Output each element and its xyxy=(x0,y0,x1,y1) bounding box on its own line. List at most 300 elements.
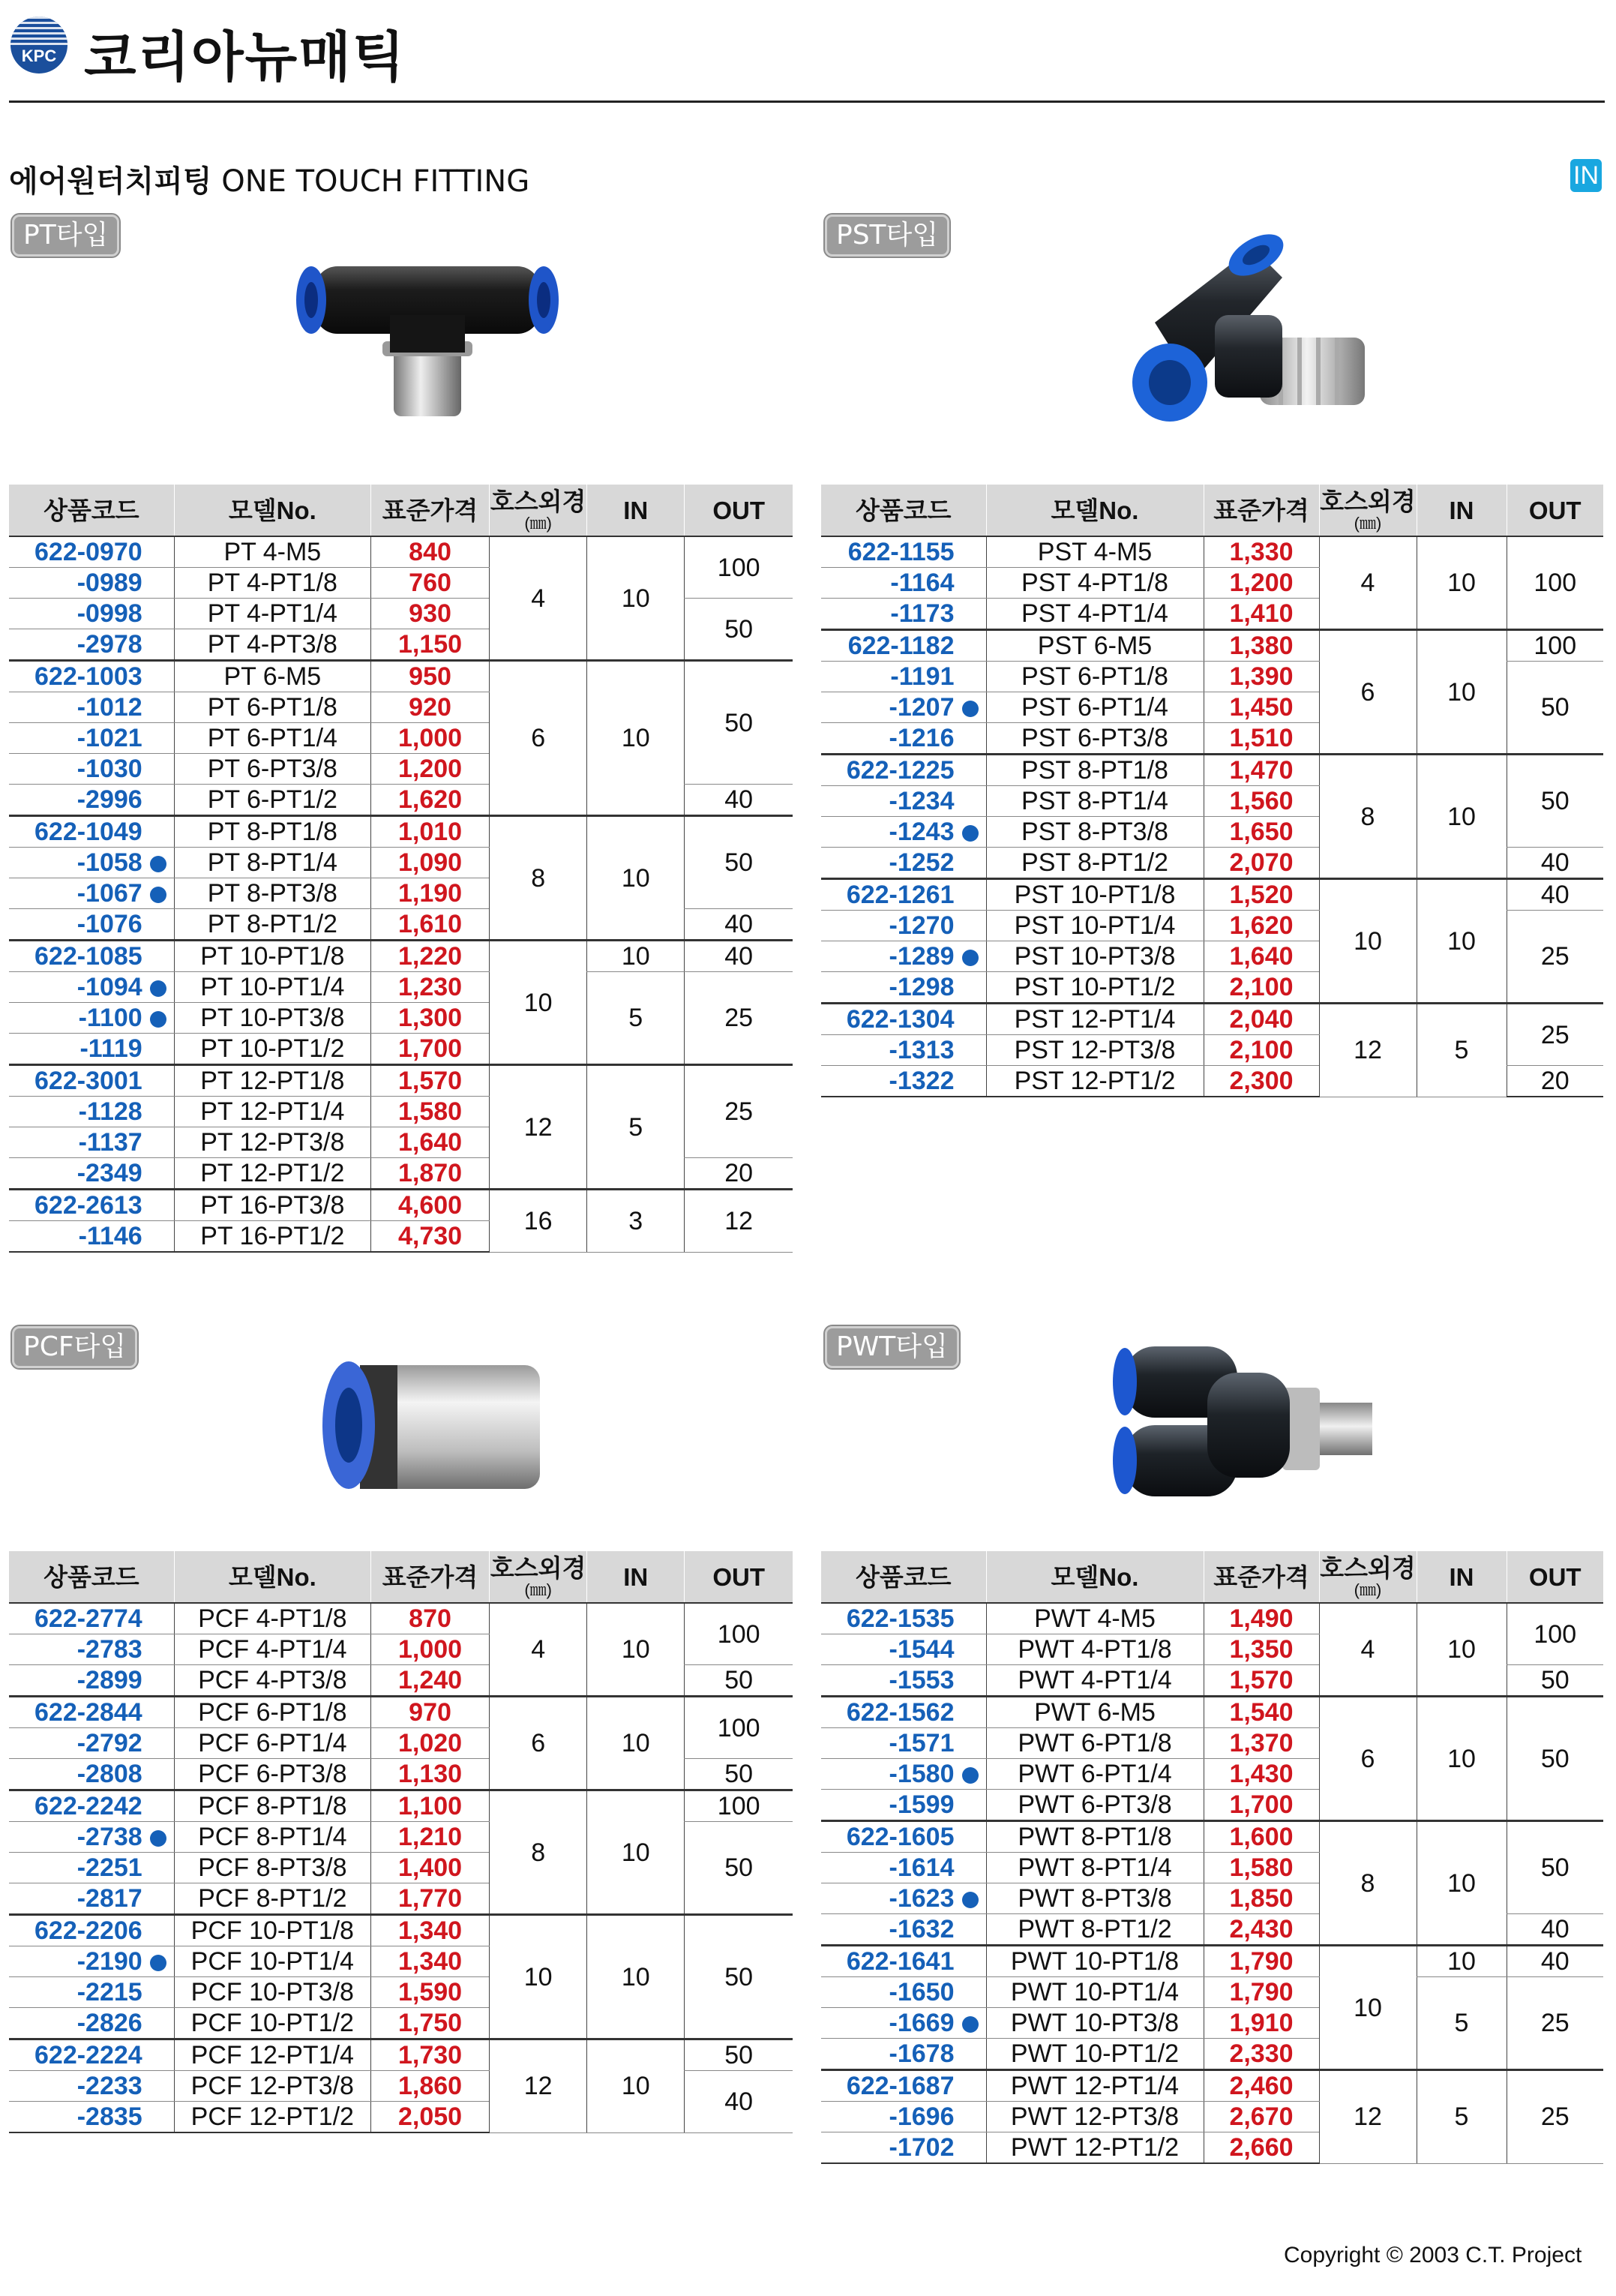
product-code-cell xyxy=(821,817,986,848)
in-qty: 5 xyxy=(1417,1004,1507,1097)
product-code: -1702 xyxy=(889,2133,955,2162)
product-code-cell xyxy=(9,1003,174,1034)
product-code-cell xyxy=(9,1822,174,1853)
pt-fitting-image xyxy=(292,240,562,435)
product-code-cell xyxy=(9,692,174,723)
product-code: -1580 xyxy=(889,1760,955,1788)
standard-price: 1,020 xyxy=(370,1728,489,1759)
standard-price: 1,570 xyxy=(1204,1665,1319,1697)
model-no: PST 10-PT1/4 xyxy=(986,911,1204,941)
in-qty: 10 xyxy=(1417,1603,1507,1697)
in-qty: 10 xyxy=(587,661,685,816)
type-badge-pst: PST타입 xyxy=(825,215,949,257)
table-row xyxy=(9,1697,793,1728)
standard-price: 1,380 xyxy=(1204,630,1319,662)
col-header-price: 표준가격 xyxy=(1204,1551,1319,1603)
col-header-model: 모델No. xyxy=(986,485,1204,536)
standard-price: 1,190 xyxy=(370,878,489,909)
product-code: -2899 xyxy=(76,1666,142,1694)
product-code-cell xyxy=(9,1603,174,1634)
out-qty: 50 xyxy=(1507,1821,1603,1914)
product-code: -1119 xyxy=(79,1034,142,1063)
standard-price: 920 xyxy=(370,692,489,723)
model-no: PCF 8-PT1/4 xyxy=(174,1822,370,1853)
out-qty: 50 xyxy=(685,1759,793,1790)
product-code: 622-0970 xyxy=(34,538,142,566)
standard-price: 1,620 xyxy=(1204,911,1319,941)
standard-price: 1,600 xyxy=(1204,1821,1319,1853)
standard-price: 1,570 xyxy=(370,1065,489,1097)
in-qty: 10 xyxy=(587,2039,685,2133)
model-no: PWT 12-PT1/4 xyxy=(986,2070,1204,2102)
model-no: PWT 6-M5 xyxy=(986,1697,1204,1728)
hose-diameter: 10 xyxy=(1319,879,1417,1004)
out-qty: 20 xyxy=(1507,1066,1603,1097)
hose-diameter: 16 xyxy=(490,1190,587,1253)
product-code-cell xyxy=(821,723,986,755)
product-code: 622-2613 xyxy=(34,1191,142,1220)
hose-label: 호스외경 xyxy=(1320,1553,1416,1582)
standard-price: 1,350 xyxy=(1204,1634,1319,1665)
standard-price: 1,870 xyxy=(370,1158,489,1190)
product-code-cell xyxy=(821,1853,986,1883)
product-code-cell xyxy=(821,1946,986,1977)
hose-diameter: 6 xyxy=(490,661,587,816)
product-code: 622-2844 xyxy=(34,1698,142,1727)
standard-price: 1,340 xyxy=(370,1946,489,1977)
model-no: PST 6-PT1/4 xyxy=(986,692,1204,723)
col-header-code: 상품코드 xyxy=(821,1551,986,1603)
col-header-in: IN xyxy=(1417,485,1507,536)
out-qty: 40 xyxy=(685,785,793,816)
model-no: PST 12-PT1/2 xyxy=(986,1066,1204,1097)
model-no: PT 4-PT1/4 xyxy=(174,599,370,629)
product-code-cell xyxy=(821,879,986,911)
col-header-price: 표준가격 xyxy=(1204,485,1319,536)
model-no: PCF 4-PT3/8 xyxy=(174,1665,370,1697)
hose-diameter: 6 xyxy=(490,1697,587,1790)
model-no: PWT 8-PT1/2 xyxy=(986,1914,1204,1946)
product-code: 622-3001 xyxy=(34,1067,142,1095)
product-code-cell xyxy=(821,1977,986,2008)
hose-diameter: 12 xyxy=(1319,1004,1417,1097)
product-code: -1298 xyxy=(889,973,955,1001)
product-code-cell xyxy=(9,1759,174,1790)
standard-price: 1,210 xyxy=(370,1822,489,1853)
product-code: -1021 xyxy=(76,724,142,752)
table-row xyxy=(9,1915,793,1946)
hose-diameter: 4 xyxy=(490,1603,587,1697)
model-no: PWT 8-PT1/4 xyxy=(986,1853,1204,1883)
model-no: PWT 12-PT1/2 xyxy=(986,2132,1204,2164)
product-code-cell xyxy=(9,848,174,878)
out-qty: 25 xyxy=(1507,1004,1603,1066)
standard-price: 1,410 xyxy=(1204,599,1319,630)
standard-price: 2,660 xyxy=(1204,2132,1319,2164)
standard-price: 1,090 xyxy=(370,848,489,878)
in-qty: 5 xyxy=(587,972,685,1065)
standard-price: 2,460 xyxy=(1204,2070,1319,2102)
product-code-cell xyxy=(821,630,986,662)
hose-unit: (㎜) xyxy=(524,1580,552,1599)
model-no: PST 4-PT1/4 xyxy=(986,599,1204,630)
product-code-cell xyxy=(821,1603,986,1634)
model-no: PCF 10-PT1/8 xyxy=(174,1915,370,1946)
product-code-cell xyxy=(821,692,986,723)
page-header xyxy=(0,0,1616,105)
model-no: PT 10-PT1/8 xyxy=(174,941,370,972)
product-code-cell xyxy=(821,755,986,786)
model-no: PST 6-PT1/8 xyxy=(986,662,1204,692)
out-qty: 100 xyxy=(1507,1603,1603,1665)
product-code: -2978 xyxy=(76,630,142,659)
table-header-row xyxy=(821,1551,1603,1603)
model-no: PCF 6-PT1/4 xyxy=(174,1728,370,1759)
product-code-cell xyxy=(821,1035,986,1066)
model-no: PCF 6-PT3/8 xyxy=(174,1759,370,1790)
standard-price: 970 xyxy=(370,1697,489,1728)
hose-label: 호스외경 xyxy=(490,487,586,515)
hose-diameter: 8 xyxy=(1319,755,1417,879)
product-code: -1322 xyxy=(889,1067,955,1095)
model-no: PWT 6-PT1/8 xyxy=(986,1728,1204,1759)
standard-price: 1,340 xyxy=(370,1915,489,1946)
standard-price: 1,330 xyxy=(1204,536,1319,568)
product-code: -1067 xyxy=(76,879,142,908)
standard-price: 2,070 xyxy=(1204,848,1319,879)
standard-price: 1,220 xyxy=(370,941,489,972)
model-no: PT 6-PT1/2 xyxy=(174,785,370,816)
product-code: -0998 xyxy=(76,599,142,628)
table-row xyxy=(821,1946,1603,1977)
table-row xyxy=(821,1821,1603,1853)
hose-diameter: 8 xyxy=(490,1790,587,1915)
product-code-cell xyxy=(9,1977,174,2008)
in-qty: 10 xyxy=(1417,1946,1507,1977)
product-code-cell xyxy=(9,785,174,816)
product-code: -1696 xyxy=(889,2102,955,2131)
model-no: PWT 10-PT1/8 xyxy=(986,1946,1204,1977)
product-code: -1623 xyxy=(889,1884,955,1913)
model-no: PCF 6-PT1/8 xyxy=(174,1697,370,1728)
new-item-dot-icon xyxy=(962,1767,979,1784)
product-code: -2349 xyxy=(76,1159,142,1187)
new-item-dot-icon xyxy=(962,1892,979,1908)
table-row xyxy=(821,536,1603,568)
model-no: PCF 8-PT1/2 xyxy=(174,1883,370,1915)
section-title-ko: 에어원터치피팅 xyxy=(9,164,212,199)
hose-diameter: 12 xyxy=(1319,2070,1417,2164)
model-no: PWT 10-PT3/8 xyxy=(986,2008,1204,2039)
col-header-in: IN xyxy=(587,485,685,536)
standard-price: 1,520 xyxy=(1204,879,1319,911)
product-code-cell xyxy=(821,2132,986,2164)
standard-price: 840 xyxy=(370,536,489,568)
out-qty: 50 xyxy=(685,2039,793,2071)
model-no: PCF 12-PT3/8 xyxy=(174,2071,370,2102)
product-code: 622-1687 xyxy=(846,2072,955,2100)
product-code: -1128 xyxy=(78,1097,142,1126)
standard-price: 1,580 xyxy=(370,1097,489,1127)
model-no: PWT 8-PT1/8 xyxy=(986,1821,1204,1853)
product-code-cell xyxy=(821,568,986,599)
model-no: PT 10-PT3/8 xyxy=(174,1003,370,1034)
product-code: 622-1304 xyxy=(846,1005,955,1034)
product-code-cell xyxy=(821,1883,986,1914)
table-row xyxy=(9,816,793,848)
out-qty: 50 xyxy=(685,661,793,785)
standard-price: 1,860 xyxy=(370,2071,489,2102)
out-qty: 25 xyxy=(685,972,793,1065)
model-no: PWT 4-PT1/4 xyxy=(986,1665,1204,1697)
standard-price: 950 xyxy=(370,661,489,692)
product-code-cell xyxy=(9,1853,174,1883)
in-qty: 10 xyxy=(587,1790,685,1915)
standard-price: 2,670 xyxy=(1204,2102,1319,2132)
pcf-spec-table xyxy=(9,1551,793,2133)
table-row xyxy=(9,972,793,1003)
product-code: -2233 xyxy=(76,2072,142,2100)
col-header-in: IN xyxy=(587,1551,685,1603)
product-code: -1012 xyxy=(76,693,142,722)
type-badge-pt: PT타입 xyxy=(12,215,119,257)
product-code: 622-1155 xyxy=(847,538,955,566)
product-code-cell xyxy=(9,599,174,629)
standard-price: 1,580 xyxy=(1204,1853,1319,1883)
col-header-in: IN xyxy=(1417,1551,1507,1603)
product-code-cell xyxy=(9,2039,174,2071)
out-qty: 50 xyxy=(685,1822,793,1915)
in-qty: 10 xyxy=(587,941,685,972)
new-item-dot-icon xyxy=(150,856,166,872)
new-item-dot-icon xyxy=(150,887,166,903)
standard-price: 1,910 xyxy=(1204,2008,1319,2039)
standard-price: 2,100 xyxy=(1204,1035,1319,1066)
in-qty: 5 xyxy=(587,1065,685,1190)
standard-price: 1,620 xyxy=(370,785,489,816)
pst-spec-table xyxy=(821,485,1603,1097)
model-no: PT 4-PT1/8 xyxy=(174,568,370,599)
model-no: PT 12-PT1/4 xyxy=(174,1097,370,1127)
standard-price: 1,730 xyxy=(370,2039,489,2071)
hose-label: 호스외경 xyxy=(490,1553,586,1582)
pwt-spec-table xyxy=(821,1551,1603,2164)
pst-fitting-image xyxy=(1110,233,1380,435)
product-code-cell xyxy=(821,1914,986,1946)
product-code-cell xyxy=(9,1097,174,1127)
product-code-cell xyxy=(821,536,986,568)
product-code: -2792 xyxy=(76,1729,142,1757)
table-row xyxy=(821,1603,1603,1634)
product-code: 622-1562 xyxy=(846,1698,955,1727)
model-no: PWT 4-M5 xyxy=(986,1603,1204,1634)
hose-diameter: 4 xyxy=(1319,536,1417,630)
model-no: PT 10-PT1/2 xyxy=(174,1034,370,1065)
product-code-cell xyxy=(821,662,986,692)
product-code: -2215 xyxy=(76,1978,142,2006)
product-code: -1094 xyxy=(76,973,142,1001)
model-no: PST 8-PT1/4 xyxy=(986,786,1204,817)
product-code: -2996 xyxy=(76,785,142,814)
standard-price: 1,240 xyxy=(370,1665,489,1697)
product-code: -1234 xyxy=(889,787,955,815)
col-header-model: 모델No. xyxy=(174,485,370,536)
out-qty: 100 xyxy=(685,1790,793,1822)
new-item-dot-icon xyxy=(150,1830,166,1847)
product-code-cell xyxy=(821,1665,986,1697)
in-qty: 10 xyxy=(587,816,685,941)
product-code-cell xyxy=(821,941,986,972)
out-qty: 40 xyxy=(1507,1946,1603,1977)
section-title-en: ONE TOUCH FITTING xyxy=(221,164,530,199)
out-qty: 100 xyxy=(1507,630,1603,662)
product-code-cell xyxy=(9,1915,174,1946)
section-title xyxy=(9,158,529,200)
product-code: -1137 xyxy=(78,1128,142,1157)
standard-price: 1,470 xyxy=(1204,755,1319,786)
out-qty: 100 xyxy=(685,1697,793,1759)
product-code-cell xyxy=(9,661,174,692)
new-item-dot-icon xyxy=(962,701,979,717)
out-qty: 100 xyxy=(685,1603,793,1665)
out-qty: 20 xyxy=(685,1158,793,1190)
model-no: PCF 10-PT1/2 xyxy=(174,2008,370,2039)
product-code-cell xyxy=(821,1004,986,1035)
col-header-price: 표준가격 xyxy=(370,1551,489,1603)
product-code-cell xyxy=(9,972,174,1003)
in-qty: 3 xyxy=(587,1190,685,1253)
product-code: -1058 xyxy=(76,848,142,877)
model-no: PCF 4-PT1/4 xyxy=(174,1634,370,1665)
standard-price: 1,610 xyxy=(370,909,489,941)
model-no: PST 8-PT3/8 xyxy=(986,817,1204,848)
col-header-out: OUT xyxy=(1507,485,1603,536)
product-code-cell xyxy=(821,599,986,630)
product-code-cell xyxy=(821,1759,986,1790)
table-row xyxy=(9,2039,793,2071)
out-qty: 25 xyxy=(1507,911,1603,1004)
table-row xyxy=(9,661,793,692)
product-code-cell xyxy=(821,1728,986,1759)
standard-price: 1,540 xyxy=(1204,1697,1319,1728)
hose-unit: (㎜) xyxy=(524,513,552,533)
table-row xyxy=(9,536,793,568)
standard-price: 1,560 xyxy=(1204,786,1319,817)
col-header-code: 상품코드 xyxy=(9,1551,174,1603)
product-code: -1313 xyxy=(889,1036,955,1064)
standard-price: 1,590 xyxy=(370,1977,489,2008)
standard-price: 1,700 xyxy=(1204,1790,1319,1821)
product-code-cell xyxy=(821,786,986,817)
product-code: -1614 xyxy=(889,1853,955,1882)
standard-price: 2,430 xyxy=(1204,1914,1319,1946)
pwt-fitting-image xyxy=(1095,1335,1395,1515)
model-no: PCF 12-PT1/4 xyxy=(174,2039,370,2071)
model-no: PWT 10-PT1/4 xyxy=(986,1977,1204,2008)
table-row xyxy=(9,1790,793,1822)
product-code: -2738 xyxy=(76,1823,142,1851)
model-no: PST 8-PT1/2 xyxy=(986,848,1204,879)
product-code: 622-1225 xyxy=(846,756,955,785)
hose-diameter: 4 xyxy=(1319,1603,1417,1697)
model-no: PST 12-PT1/4 xyxy=(986,1004,1204,1035)
in-qty: 10 xyxy=(1417,755,1507,879)
in-qty: 10 xyxy=(1417,630,1507,755)
product-code-cell xyxy=(9,909,174,941)
product-code: 622-1535 xyxy=(846,1604,955,1633)
model-no: PT 8-PT1/8 xyxy=(174,816,370,848)
standard-price: 1,640 xyxy=(1204,941,1319,972)
product-code-cell xyxy=(9,1127,174,1158)
product-code: -1289 xyxy=(889,942,955,971)
out-qty: 40 xyxy=(685,909,793,941)
model-no: PT 10-PT1/4 xyxy=(174,972,370,1003)
product-code: -1252 xyxy=(889,848,955,877)
standard-price: 1,640 xyxy=(370,1127,489,1158)
product-code-cell xyxy=(9,1790,174,1822)
out-qty: 40 xyxy=(1507,879,1603,911)
product-code: -2251 xyxy=(76,1853,142,1882)
standard-price: 1,790 xyxy=(1204,1977,1319,2008)
pcf-fitting-image xyxy=(307,1350,547,1500)
standard-price: 1,370 xyxy=(1204,1728,1319,1759)
product-code: -1207 xyxy=(889,693,955,722)
table-header-row xyxy=(9,1551,793,1603)
standard-price: 1,850 xyxy=(1204,1883,1319,1914)
product-code-cell xyxy=(9,1665,174,1697)
logo-stripes xyxy=(10,17,67,47)
product-code-cell xyxy=(9,816,174,848)
product-code: -1571 xyxy=(889,1729,955,1757)
model-no: PT 6-PT3/8 xyxy=(174,754,370,785)
col-header-hose xyxy=(1319,485,1417,536)
model-no: PT 16-PT3/8 xyxy=(174,1190,370,1221)
model-no: PST 10-PT1/8 xyxy=(986,879,1204,911)
product-code-cell xyxy=(9,2008,174,2039)
product-code: -2835 xyxy=(76,2102,142,2131)
model-no: PWT 6-PT1/4 xyxy=(986,1759,1204,1790)
product-code: -2190 xyxy=(76,1947,142,1976)
model-no: PCF 4-PT1/8 xyxy=(174,1603,370,1634)
product-code-cell xyxy=(9,1728,174,1759)
company-name: 코리아뉴매틱 xyxy=(84,26,406,89)
table-row xyxy=(9,941,793,972)
standard-price: 760 xyxy=(370,568,489,599)
out-qty: 50 xyxy=(685,1915,793,2039)
standard-price: 930 xyxy=(370,599,489,629)
type-badge-pwt: PWT타입 xyxy=(825,1326,959,1368)
product-code: -1632 xyxy=(889,1915,955,1943)
product-code: -2783 xyxy=(76,1635,142,1664)
col-header-price: 표준가격 xyxy=(370,485,489,536)
standard-price: 1,200 xyxy=(1204,568,1319,599)
model-no: PWT 12-PT3/8 xyxy=(986,2102,1204,2132)
product-code: 622-2206 xyxy=(34,1916,142,1945)
model-no: PST 4-PT1/8 xyxy=(986,568,1204,599)
in-qty: 10 xyxy=(1417,879,1507,1004)
header-divider xyxy=(9,101,1605,103)
model-no: PT 12-PT3/8 xyxy=(174,1127,370,1158)
table-row xyxy=(9,1065,793,1097)
hose-diameter: 6 xyxy=(1319,630,1417,755)
hose-diameter: 12 xyxy=(490,2039,587,2133)
model-no: PT 4-PT3/8 xyxy=(174,629,370,661)
in-qty: 10 xyxy=(587,1603,685,1697)
product-code-cell xyxy=(821,1790,986,1821)
product-code-cell xyxy=(9,1883,174,1915)
product-code-cell xyxy=(821,1066,986,1097)
hose-diameter: 4 xyxy=(490,536,587,661)
